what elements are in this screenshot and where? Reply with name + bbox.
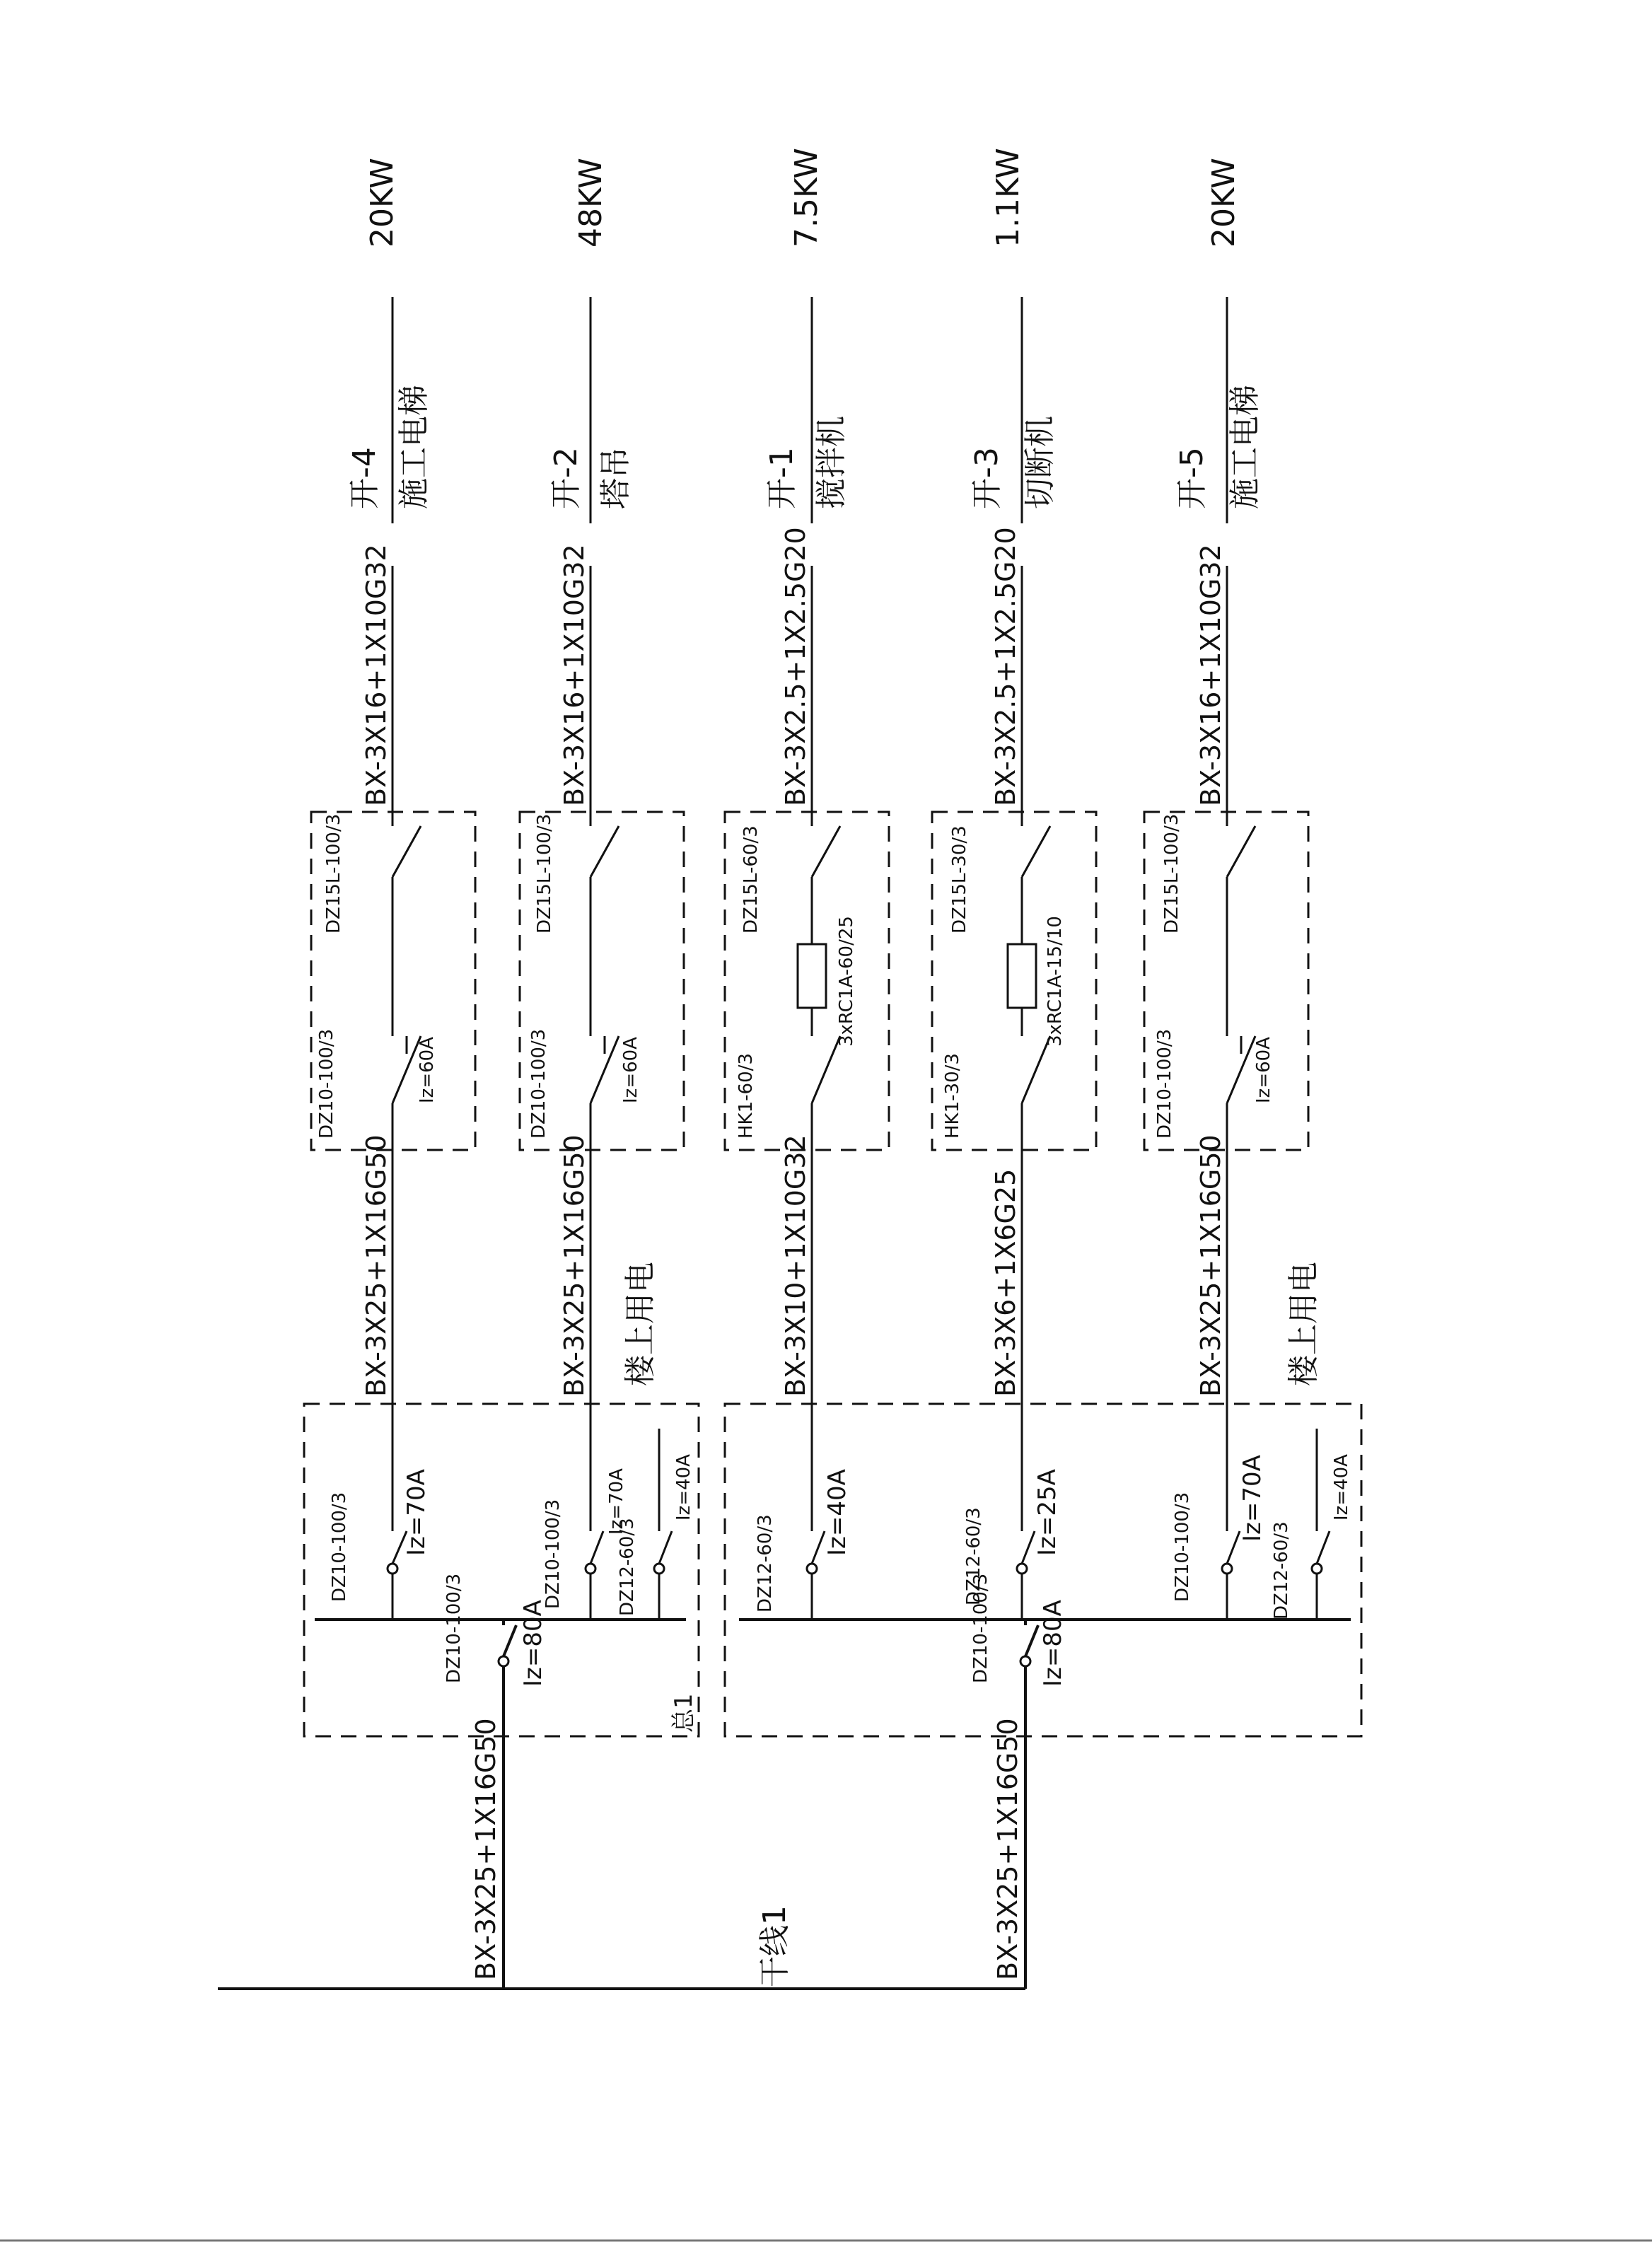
p1-b2-rating: Iz=70A — [606, 1468, 627, 1535]
sb2-right-model: DZ15L-100/3 — [534, 813, 555, 934]
sb5-load-code: 开-5 — [1174, 447, 1210, 509]
p2-b3-rating: Iz=70A — [1238, 1455, 1267, 1542]
p2-main-rating: Iz=80A — [1039, 1600, 1067, 1687]
p1-main-contact — [499, 1656, 508, 1666]
sb4-fuse-label: 3xRC1A-15/10 — [1045, 916, 1066, 1047]
sb1-left-rating: Iz=60A — [417, 1037, 438, 1103]
p1-main-model: DZ10-100/3 — [443, 1573, 465, 1683]
switch-box-4 — [932, 148, 1096, 1150]
sb2-load-code: 开-2 — [548, 447, 584, 509]
sb4-left-model: HK1-30/3 — [942, 1053, 963, 1139]
main-cable-label-2: BX-3X25+1X16G50 — [992, 1718, 1023, 1980]
sb4-load-name: 切断机 — [1022, 416, 1058, 509]
sb3-fuse — [798, 944, 826, 1008]
panel-1-box — [304, 1404, 699, 1736]
sb1-right-model: DZ15L-100/3 — [323, 813, 344, 934]
p2-b4-rating: Iz=40A — [1331, 1454, 1352, 1521]
sb2-left-rating: Iz=60A — [620, 1037, 641, 1103]
sb4-right-model: DZ15L-30/3 — [949, 825, 970, 934]
source-label: 干线1 — [757, 1905, 793, 1987]
main-feeder — [218, 1680, 1025, 1989]
switch-box-1 — [311, 158, 475, 1150]
p2-b1-cable: BX-3X10+1X10G32 — [780, 1134, 811, 1397]
sb3-right-model: DZ15L-60/3 — [740, 825, 762, 934]
sb5-power: 20KW — [1206, 158, 1242, 248]
sb4-out-cable: BX-3X2.5+1X2.5G20 — [990, 527, 1021, 806]
sb3-load-name: 搅拌机 — [813, 416, 849, 509]
p2-b1-model: DZ12-60/3 — [755, 1514, 776, 1612]
p2-b3-model: DZ10-100/3 — [1172, 1492, 1193, 1602]
p1-b2-model: DZ10-100/3 — [542, 1499, 564, 1609]
sb3-power: 7.5KW — [789, 148, 825, 248]
p2-b4-model: DZ12-60/3 — [1271, 1521, 1292, 1620]
sb4-fuse — [1008, 944, 1036, 1008]
sb1-power: 20KW — [364, 158, 400, 248]
sb1-load-code: 开-4 — [347, 447, 383, 509]
p1-b2-cable: BX-3X25+1X16G50 — [559, 1134, 590, 1397]
sb2-left-model: DZ10-100/3 — [528, 1028, 549, 1139]
sb1-left-model: DZ10-100/3 — [316, 1028, 337, 1139]
p2-main-model: DZ10-100/3 — [970, 1573, 991, 1683]
sb2-out-cable: BX-3X16+1X10G32 — [559, 544, 590, 806]
sb5-left-rating: Iz=60A — [1253, 1037, 1274, 1103]
sb3-out-cable: BX-3X2.5+1X2.5G20 — [780, 527, 811, 806]
distribution-panel-2 — [725, 1134, 1361, 1736]
distribution-panel-1 — [304, 1134, 699, 1736]
switch-box-3 — [725, 148, 889, 1150]
p2-b3-cable: BX-3X25+1X16G50 — [1195, 1134, 1226, 1397]
sb5-out-cable: BX-3X16+1X10G32 — [1195, 544, 1226, 806]
switch-box-5 — [1144, 158, 1308, 1150]
sb5-right-model: DZ15L-100/3 — [1161, 813, 1182, 934]
sb3-fuse-label: 3xRC1A-60/25 — [836, 916, 857, 1047]
sb3-left-model: HK1-60/3 — [735, 1053, 757, 1139]
sb1-out-cable: BX-3X16+1X10G32 — [361, 544, 392, 806]
main-cable-label-1: BX-3X25+1X16G50 — [470, 1718, 501, 1980]
sb2-load-name: 塔吊 — [598, 447, 634, 509]
p1-upstairs-note: 楼上用电 — [622, 1262, 658, 1386]
p1-b1-cable: BX-3X25+1X16G50 — [361, 1134, 392, 1397]
sb4-power: 1.1KW — [990, 148, 1026, 248]
p1-b1-rating: Iz=70A — [402, 1469, 431, 1556]
p2-b1-rating: Iz=40A — [823, 1469, 851, 1556]
p1-b1-model: DZ10-100/3 — [329, 1492, 350, 1602]
p1-b3-rating: Iz=40A — [673, 1454, 694, 1521]
panel-1-label: 总1 — [670, 1693, 698, 1733]
p2-b2-model: DZ12-60/3 — [963, 1507, 984, 1605]
sb4-load-code: 开-3 — [969, 447, 1005, 509]
p2-b2-cable: BX-3X6+1X6G25 — [990, 1168, 1021, 1397]
p2-upstairs-note: 楼上用电 — [1286, 1262, 1322, 1386]
switch-box-2 — [520, 158, 684, 1150]
sb5-left-model: DZ10-100/3 — [1154, 1028, 1175, 1139]
p1-main-rating: Iz=80A — [519, 1600, 547, 1687]
p1-main-switch-blade — [504, 1625, 516, 1656]
sb5-load-name: 施工电梯 — [1227, 385, 1263, 509]
sb3-load-code: 开-1 — [764, 447, 800, 509]
p2-b2-rating: Iz=25A — [1033, 1469, 1061, 1556]
sb2-power: 48KW — [573, 158, 609, 248]
p1-b3-model: DZ12-60/3 — [617, 1518, 638, 1616]
sb1-load-name: 施工电梯 — [396, 385, 432, 509]
